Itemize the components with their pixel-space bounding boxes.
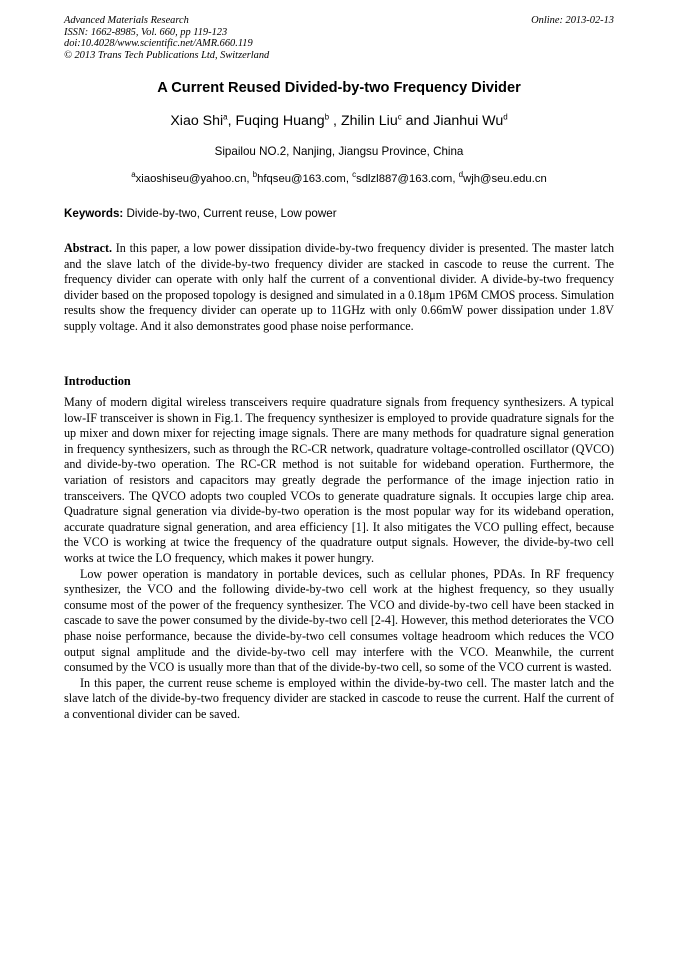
section-heading-introduction: Introduction <box>64 374 131 388</box>
author-name: Zhilin Liu <box>340 113 398 129</box>
abstract <box>64 241 614 334</box>
author-mark: b <box>324 112 330 122</box>
author-list <box>0 113 678 129</box>
email-mark: d <box>458 170 464 180</box>
email-separator: , <box>246 173 253 185</box>
paragraph: Low power operation is mandatory in portable devices, such as cellular phones, PDAs. In RF frequency synthesizer, the VCO and the following divide-by-two cell work at the highest frequency, so they usually consume most of the power of the frequency synthesizer. The VCO and divide-by-two cell have been stacked in cascade to save the power consumed by the divide-by-two cell [2-4]. However, this method deteriorates the VCO phase noise performance, because the divide-by-two cell consumes voltage headroom which reduces the VCO output signal amplitude and the divide-by-two cell may interfere with the VCO. Meanwhile, the current consumed by the VCO is usually more than that of the divide-by-two cell, so some of the VCO current is wasted. <box>64 566 614 675</box>
paragraph: In this paper, the current reuse scheme is employed within the divide-by-two cell. The master latch and the slave latch of the divide-by-two frequency divider are stacked in cascode to reuse the current. Half the current of a conventional divider can be saved. <box>64 675 614 721</box>
email-separator: , <box>345 173 353 185</box>
author-name: Fuqing Huang <box>235 113 325 129</box>
author-separator: , <box>227 113 236 129</box>
introduction-body <box>64 395 614 722</box>
doi-line: doi:10.4028/www.scientific.net/AMR.660.119 <box>64 38 253 50</box>
author-separator: , <box>329 113 341 129</box>
email-list <box>0 170 678 185</box>
email-address: hfqseu@163.com <box>257 173 346 185</box>
author-mark: d <box>503 112 508 122</box>
email-mark: c <box>352 170 357 180</box>
email-address: xiaoshiseu@yahoo.cn <box>135 173 247 185</box>
abstract-text: In this paper, a low power dissipation divide-by-two frequency divider is presented. The master latch and the slave latch of the divide-by-two frequency divider are stacked in cascode to reuse the current. The frequency divider can operate with only half the current of a conventional divider. A divide-by-two frequency divider based on the proposed topology is designed and simulated in a 0.18μm 1P6M CMOS process. Simulation results show the frequency divider can operate up to 11GHz with only 0.66mW power dissipation under 1.8V supply voltage. And it also demonstrates good phase noise performance. <box>64 241 614 333</box>
author-mark: c <box>397 112 402 122</box>
author-name: Xiao Shi <box>170 113 224 129</box>
keywords <box>64 207 614 220</box>
affiliation: Sipailou NO.2, Nanjing, Jiangsu Province, China <box>214 145 464 158</box>
email-mark: b <box>252 170 258 180</box>
running-header <box>64 15 614 61</box>
paper-title: A Current Reused Divided-by-two Frequency Divider <box>157 80 521 96</box>
author-mark: a <box>223 112 228 122</box>
issn-line: ISSN: 1662-8985, Vol. 660, pp 119-123 <box>64 26 228 38</box>
email-mark: a <box>131 170 136 180</box>
author-separator: and <box>401 113 434 129</box>
copyright-line: © 2013 Trans Tech Publications Ltd, Switzerland <box>64 49 270 61</box>
email-separator: , <box>452 173 459 185</box>
paragraph: Many of modern digital wireless transceivers require quadrature signals from frequency synthesizers. A typical low-IF transceiver is shown in Fig.1. The frequency synthesizer is employed to provide quadrature signals for the up mixer and down mixer for rejecting image signals. There are many methods for quadrature signal generation in frequency synthesizers, such as through the RC-CR network, quadrature voltage-controlled oscillator (QVCO) and divide-by-two operation. The RC-CR method is not suitable for wideband operation. Furthermore, the variation of resistors and capacitors may greatly degrade the performance of the image injection ratio in transceivers. The QVCO adopts two coupled VCOs to generate quadrature signals. It occupies large chip area. Quadrature signal generation via divide-by-two operation is the most popular way for its wideband operation, accurate quadrature signal generation, and area efficiency [1]. It also mitigates the VCO pulling effect, because the VCO is working at twice the frequency of the quadrature output signals. However, the divide-by-two cell works at twice the LO frequency, which makes it power hungry. <box>64 395 614 565</box>
keywords-text: Divide-by-two, Current reuse, Low power <box>123 207 337 220</box>
keywords-label: Keywords: <box>64 207 124 220</box>
journal-name: Advanced Materials Research <box>64 15 189 26</box>
email-address: wjh@seu.edu.cn <box>463 173 547 185</box>
author-name: Jianhui Wu <box>433 113 504 129</box>
online-date: Online: 2013-02-13 <box>531 15 614 26</box>
email-address: sdlzl887@163.com <box>356 173 453 185</box>
abstract-label: Abstract. <box>64 241 113 255</box>
